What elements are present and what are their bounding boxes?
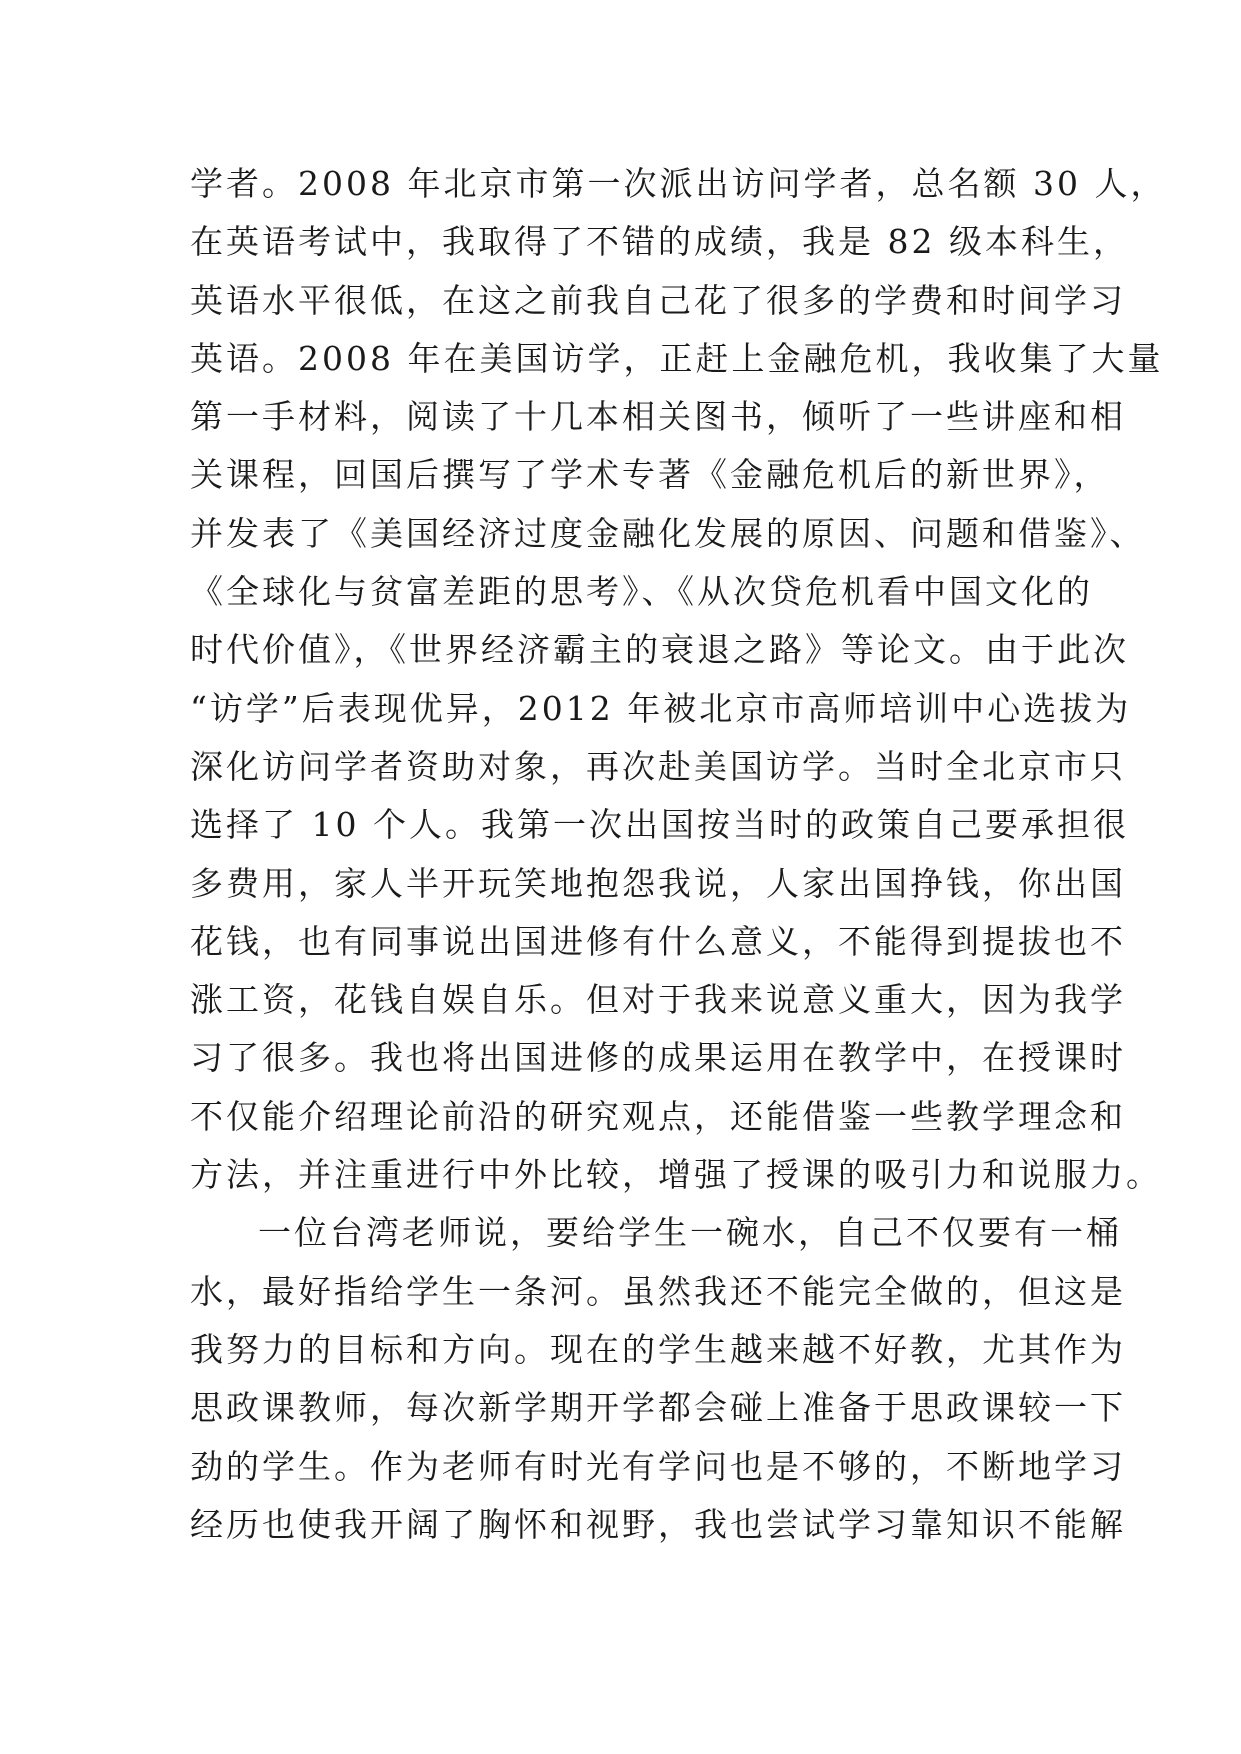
text-line: 第一手材料，阅读了十几本相关图书，倾听了一些讲座和相	[190, 397, 1126, 437]
text-line: 深化访问学者资助对象，再次赴美国访学。当时全北京市只	[190, 746, 1126, 786]
text-line: 选择了 10 个人。我第一次出国按当时的政策自己要承担很	[190, 805, 1129, 845]
text-line: 我努力的目标和方向。现在的学生越来越不好教，尤其作为	[190, 1329, 1126, 1369]
text-line: 《全球化与贫富差距的思考》、《从次贷危机看中国文化的	[190, 572, 1093, 612]
text-line: 不仅能介绍理论前沿的研究观点，还能借鉴一些教学理念和	[190, 1096, 1126, 1136]
text-line: 习了很多。我也将出国进修的成果运用在教学中，在授课时	[190, 1038, 1126, 1078]
text-line: 方法，并注重进行中外比较，增强了授课的吸引力和说服力。	[190, 1155, 1162, 1195]
body-text	[190, 164, 1167, 1563]
text-line: 花钱，也有同事说出国进修有什么意义，不能得到提拔也不	[190, 921, 1126, 961]
text-line: 并发表了《美国经济过度金融化发展的原因、问题和借鉴》、	[190, 513, 1146, 553]
text-line: 在英语考试中，我取得了不错的成绩，我是 82 级本科生，	[190, 222, 1129, 262]
text-line: 英语。2008 年在美国访学，正赶上金融危机，我收集了大量	[190, 338, 1164, 378]
text-line: 时代价值》，《世界经济霸主的衰退之路》等论文。由于此次	[190, 630, 1129, 670]
text-line: 涨工资，花钱自娱自乐。但对于我来说意义重大，因为我学	[190, 980, 1126, 1020]
text-line: 水，最好指给学生一条河。虽然我还不能完全做的，但这是	[190, 1271, 1126, 1311]
text-line: 英语水平很低，在这之前我自己花了很多的学费和时间学习	[190, 280, 1126, 320]
text-line: 关课程，回国后撰写了学术专著《金融危机后的新世界》，	[190, 455, 1110, 495]
paragraph-start-line: 一位台湾老师说，要给学生一碗水，自己不仅要有一桶	[258, 1213, 1122, 1253]
text-line: 多费用，家人半开玩笑地抱怨我说，人家出国挣钱，你出国	[190, 863, 1126, 903]
text-line: “访学”后表现优异，2012 年被北京市高师培训中心选拔为	[190, 688, 1132, 728]
text-line: 学者。2008 年北京市第一次派出访问学者，总名额 30 人，	[190, 164, 1167, 203]
text-line: 思政课教师，每次新学期开学都会碰上准备于思政课较一下	[190, 1388, 1126, 1428]
text-line: 劲的学生。作为老师有时光有学问也是不够的，不断地学习	[190, 1446, 1126, 1486]
text-line: 经历也使我开阔了胸怀和视野，我也尝试学习靠知识不能解	[190, 1504, 1126, 1544]
